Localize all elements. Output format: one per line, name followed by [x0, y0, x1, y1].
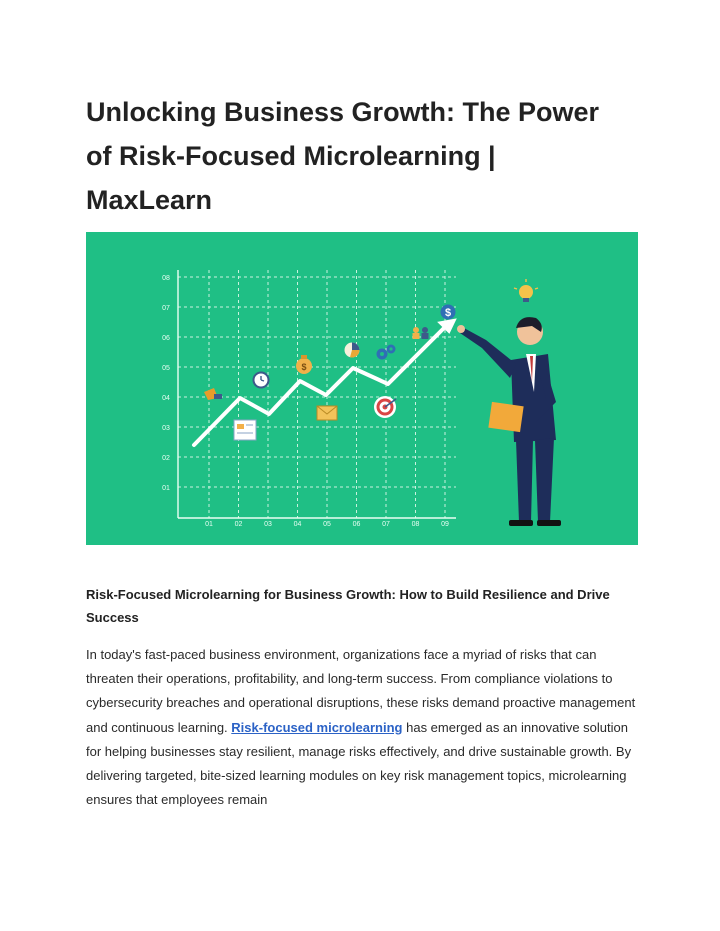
article-subtitle: Risk-Focused Microlearning for Business Growth: How to Build Resilience and Drive Success — [86, 587, 610, 625]
x-tick-labels — [205, 521, 449, 528]
growth-chart-illustration — [86, 232, 638, 545]
folder-icon — [488, 402, 523, 432]
title-line-2: of Risk-Focused Microlearning | — [86, 141, 496, 171]
x-tick-label: 05 — [323, 521, 331, 528]
x-tick-label: 01 — [205, 521, 213, 528]
target-icon — [374, 396, 396, 418]
y-tick-label: 03 — [162, 425, 170, 432]
envelope-icon — [317, 406, 337, 420]
svg-text:$: $ — [301, 362, 307, 372]
x-tick-label: 06 — [352, 521, 361, 528]
page-title — [86, 90, 646, 222]
x-tick-label: 02 — [234, 521, 243, 528]
x-tick-label: 08 — [411, 521, 420, 528]
y-tick-label: 05 — [162, 365, 170, 372]
y-tick-label: 07 — [162, 305, 170, 312]
article-paragraph — [86, 643, 646, 812]
x-tick-label: 09 — [441, 521, 449, 528]
y-tick-label: 04 — [162, 395, 170, 402]
x-tick-label: 03 — [264, 521, 272, 528]
y-tick-label: 06 — [162, 335, 170, 342]
dollar-icon — [441, 305, 456, 320]
paragraph-text-before-link: In today's fast-paced business environment, organizations face a myriad of risks that can threaten their operations, profitability, and long-term success. From compliance violations to cybersecurity breaches and operational disruptions, these risks demand proactive management and continuous learning. — [86, 647, 636, 735]
clock-icon — [254, 373, 269, 388]
risk-focused-microlearning-link[interactable]: Risk-focused microlearning — [231, 719, 403, 735]
title-line-3: MaxLearn — [86, 185, 213, 215]
paragraph-text-after-link: has emerged as an innovative solution for helping businesses stay resilient, manage risks effectively, and drive sustainable growth. By delivering targeted, bite-sized learning modules on key risk management topics, microlearning ensures that employees remain — [86, 719, 632, 808]
pie-chart-icon — [345, 343, 360, 358]
x-tick-label: 04 — [293, 521, 302, 528]
y-tick-label: 01 — [162, 485, 170, 492]
y-tick-label: 02 — [162, 455, 170, 462]
svg-text:$: $ — [444, 307, 452, 319]
title-line-1: Unlocking Business Growth: The Power — [86, 97, 600, 127]
y-tick-label: 08 — [162, 275, 170, 282]
x-tick-label: 07 — [382, 521, 390, 528]
hero-illustration — [86, 232, 638, 545]
document-icon — [234, 420, 256, 440]
